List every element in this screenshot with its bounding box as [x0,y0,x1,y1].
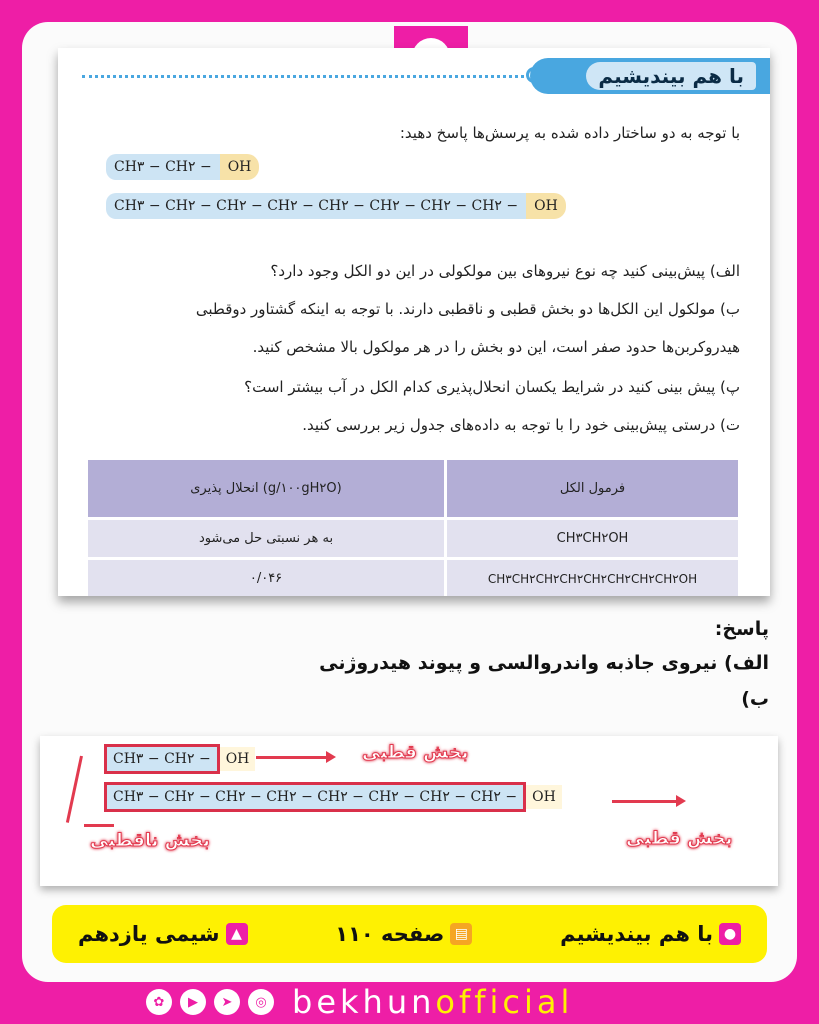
table-row [88,558,738,596]
diagram-ethanol [104,744,255,774]
bar-subject-text: شیمی یازدهم [78,922,220,946]
bar-page-text: صفحه ۱۱۰ [335,922,445,946]
tag-polar: بخش قطبی [626,828,733,849]
instagram-icon[interactable]: ◎ [248,989,274,1015]
question-b-line1: ب) مولکول این الکل‌ها دو بخش قطبی و ناقطبی دارند. با توجه به اینکه گشتاور دوقطبی [195,300,740,318]
social-footer [146,984,573,1020]
bar-subject [78,922,248,946]
solubility-table [88,460,738,596]
table-cell-formula: CH۳CH۲CH۲CH۲CH۲CH۲CH۲CH۲OH [446,558,739,596]
polar-group: OH [526,785,562,809]
arrow-line [84,824,114,827]
arrow-line [66,756,83,823]
bar-topic [560,922,741,946]
intro-text: با توجه به دو ساختار داده شده به پرسش‌ها پاسخ دهید: [399,124,740,142]
person-icon: ● [719,923,741,945]
formula-oh: OH [526,193,566,219]
brand-name-accent: official [435,983,574,1021]
heading-banner [530,58,770,94]
nonpolar-box: CH۳ − CH۲ − [104,744,220,774]
tag-polar: بخش قطبی [362,742,469,763]
graduation-cap-icon: ▲ [226,923,248,945]
table-header-solubility: انحلال پذیری (g/۱۰۰gH۲O) [88,460,446,518]
formula-oh: OH [220,154,260,180]
polar-group: OH [220,747,256,771]
table-header-formula: فرمول الکل [446,460,739,518]
formula-ethanol [106,154,259,180]
tag-nonpolar: بخش ناقطبی [90,830,210,851]
question-p: پ) پیش بینی کنید در شرایط یکسان انحلال‌پذیری کدام الکل در آب بیشتر است؟ [244,378,740,396]
brand-name-main: bekhun [292,983,436,1021]
answer-label: پاسخ: [714,618,769,640]
table-header-row [88,460,738,518]
youtube-icon[interactable]: ▶ [180,989,206,1015]
polarity-diagram [40,736,778,886]
diagram-octanol [104,782,562,812]
formula-chain: CH۳ − CH۲ − [106,154,220,180]
heading-dotted-line [82,75,524,78]
table-row [88,518,738,558]
question-a: الف) پیش‌بینی کنید چه نوع نیروهای بین مولکولی در این دو الکل وجود دارد؟ [270,262,740,280]
info-bar [52,905,767,963]
answer-b: ب) [741,688,769,710]
telegram-icon[interactable]: ➤ [214,989,240,1015]
brand-name [292,983,573,1021]
answer-a: الف) نیروی جاذبه واندروالسی و پیوند هیدروژنی [319,652,769,674]
nonpolar-box: CH۳ − CH۲ − CH۲ − CH۲ − CH۲ − CH۲ − CH۲ − CH۲ − [104,782,526,812]
question-t: ت) درستی پیش‌بینی خود را با توجه به داده‌های جدول زیر بررسی کنید. [302,416,740,434]
section-heading: با هم بیندیشیم [586,62,756,90]
textbook-scan [58,48,770,596]
book-icon: ▤ [450,923,472,945]
arrow-right-icon [256,756,328,759]
question-b-line2: هیدروکربن‌ها حدود صفر است، این دو بخش را در هر مولکول بالا مشخص کنید. [252,338,740,356]
formula-octanol [106,193,566,219]
table-cell-solubility: به هر نسبتی حل می‌شود [88,518,446,558]
formula-chain: CH۳ − CH۲ − CH۲ − CH۲ − CH۲ − CH۲ − CH۲ − CH۲ − [106,193,526,219]
aparat-icon[interactable]: ✿ [146,989,172,1015]
bar-topic-text: با هم بیندیشیم [560,922,713,946]
table-cell-formula: CH۳CH۲OH [446,518,739,558]
bar-page [335,922,472,946]
table-cell-solubility: ۰/۰۴۶ [88,558,446,596]
arrow-right-icon [612,800,678,803]
